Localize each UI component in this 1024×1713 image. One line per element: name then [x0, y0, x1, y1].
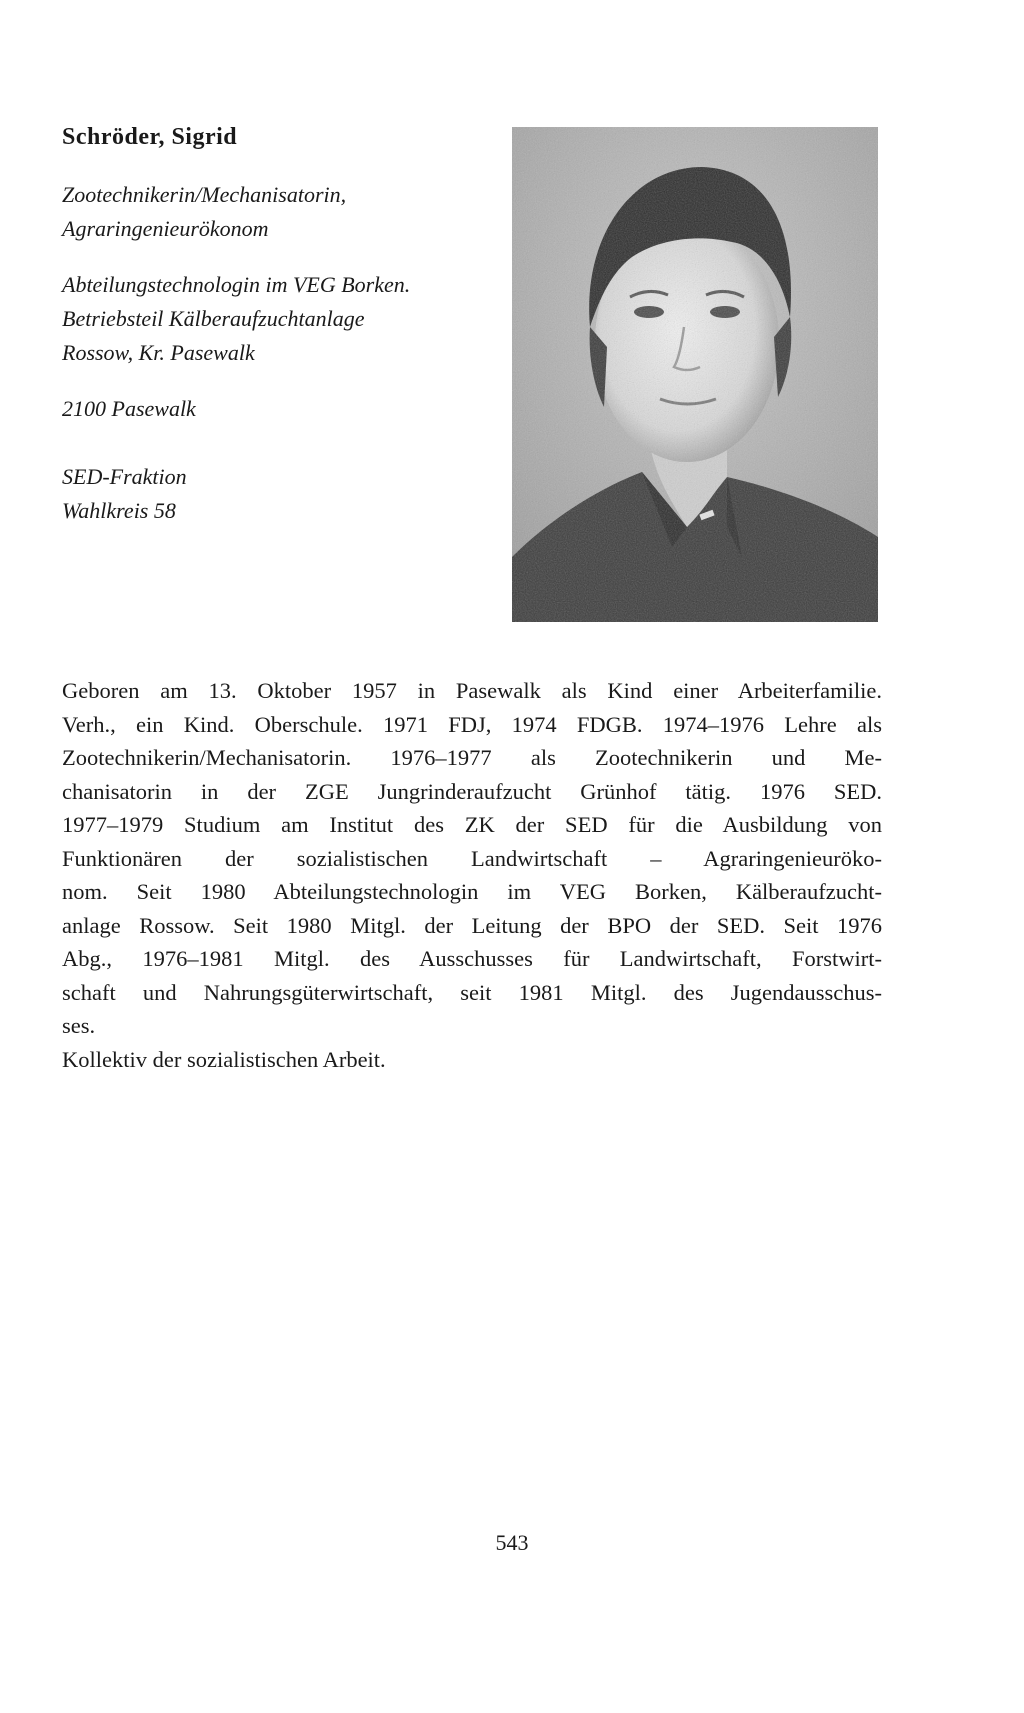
biography-line: ses.: [62, 1013, 96, 1038]
biography-line: Abg., 1976–1981 Mitgl. des Ausschusses für Landwirtschaft, Forstwirt-: [62, 946, 882, 971]
occupation-block: [62, 178, 346, 246]
portrait-photo: [512, 127, 878, 622]
biography-line: anlage Rossow. Seit 1980 Mitgl. der Leitung der BPO der SED. Seit 1976: [62, 912, 882, 938]
biography-line: Verh., ein Kind. Oberschule. 1971 FDJ, 1974 FDGB. 1974–1976 Lehre als: [62, 711, 882, 737]
biography-line: nom. Seit 1980 Abteilungstechnologin im VEG Borken, Kälberaufzucht-: [62, 879, 882, 904]
biography-line: Kollektiv der sozialistischen Arbeit.: [62, 1046, 386, 1072]
residence: [62, 392, 196, 426]
page-number: 543: [495, 1530, 529, 1555]
residence-line: 2100 Pasewalk: [62, 396, 196, 421]
person-name: Schröder, Sigrid: [62, 124, 238, 150]
occupation-line: Agraringenieurökonom: [62, 216, 269, 241]
biography-line: Zootechnikerin/Mechanisatorin. 1976–1977 als Zootechnikerin und Me-: [62, 745, 882, 770]
faction-line: SED-Fraktion: [62, 464, 187, 489]
biography: [62, 674, 882, 1076]
biography-line: Geboren am 13. Oktober 1957 in Pasewalk als Kind einer Arbeiterfamilie.: [62, 678, 882, 703]
workplace-block: [62, 268, 410, 370]
faction-block: [62, 460, 187, 528]
workplace-line: Betriebsteil Kälberaufzuchtanlage: [62, 306, 365, 331]
biography-line: chanisatorin in der ZGE Jungrinderaufzucht Grünhof tätig. 1976 SED.: [62, 778, 882, 804]
workplace-line: Abteilungstechnologin im VEG Borken.: [62, 272, 411, 297]
occupation-line: Zootechnikerin/Mechanisatorin,: [62, 182, 347, 207]
constituency-line: Wahlkreis 58: [62, 498, 176, 523]
workplace-line: Rossow, Kr. Pasewalk: [62, 340, 255, 365]
biography-line: Funktionären der sozialistischen Landwirtschaft – Agraringenieurökо-: [62, 845, 882, 871]
biography-line: 1977–1979 Studium am Institut des ZK der SED für die Ausbildung von: [62, 812, 882, 837]
biography-line: schaft und Nahrungsgüterwirtschaft, seit 1981 Mitgl. des Jugendausschus-: [62, 979, 882, 1005]
